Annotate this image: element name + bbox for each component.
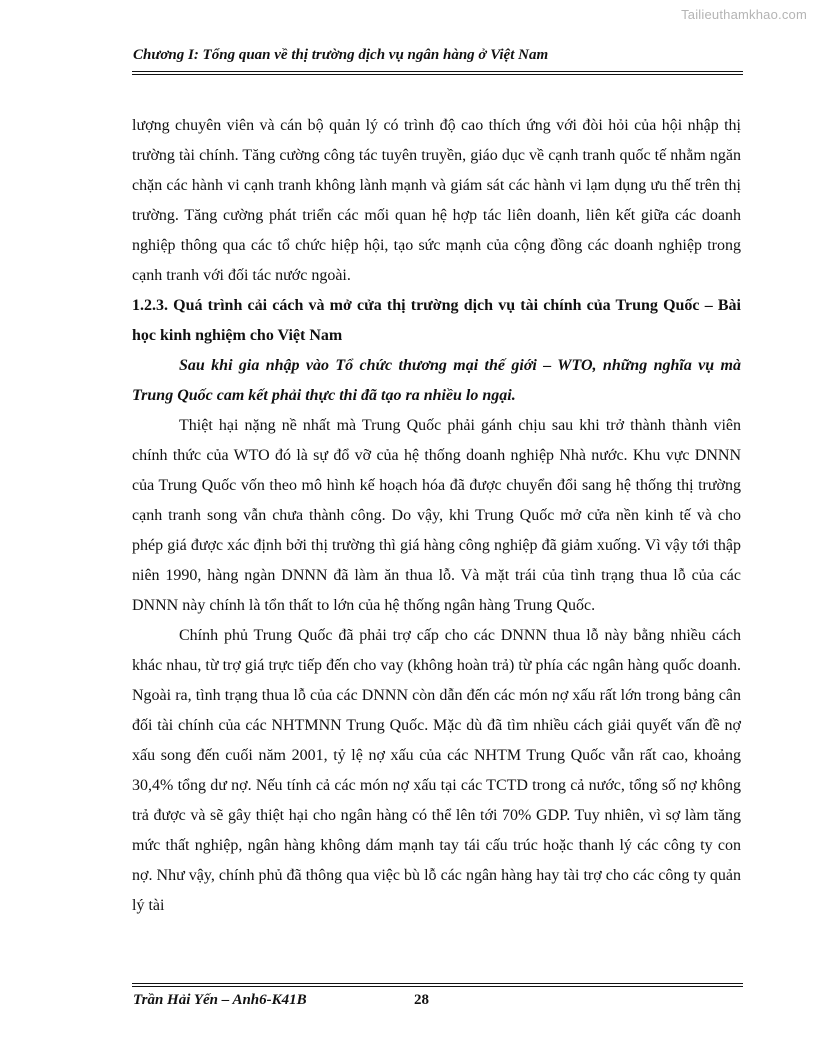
watermark-text: Tailieuthamkhao.com [681,7,807,22]
header-divider [132,71,743,72]
header-divider [132,74,743,75]
page-number: 28 [414,992,429,1008]
footer-divider [132,986,743,987]
paragraph: lượng chuyên viên và cán bộ quản lý có trình độ cao thích ứng với đòi hỏi của hội nhập thị trường tài chính. Tăng cường công tác tuyên truyền, giáo dục về cạnh tranh quốc tế nhằm ngăn chặn các hành vi cạnh tranh không lành mạnh và giám sát các hành vi lạm dụng ưu thế trên thị trường. Tăng cường phát triển các mối quan hệ hợp tác liên doanh, liên kết giữa các doanh nghiệp thông qua các tổ chức hiệp hội, tạo sức mạnh của cộng đồng các doanh nghiệp trong cạnh tranh với đối tác nước ngoài. [132,117,741,284]
lead-paragraph: Sau khi gia nhập vào Tổ chức thương mại thế giới – WTO, những nghĩa vụ mà Trung Quốc cam kết phải thực thi đã tạo ra nhiều lo ngại. [132,357,741,404]
footer-divider [132,983,743,984]
paragraph: Chính phủ Trung Quốc đã phải trợ cấp cho các DNNN thua lỗ này bằng nhiều cách khác nhau, từ trợ giá trực tiếp đến cho vay (không hoàn trả) từ phía các ngân hàng quốc doanh. Ngoài ra, tình trạng thua lỗ của các DNNN còn dẫn đến các món nợ xấu rất lớn trong bảng cân đối tài chính của các NHTMNN Trung Quốc. Mặc dù đã tìm nhiều cách giải quyết vấn đề nợ xấu song đến cuối năm 2001, tỷ lệ nợ xấu của các NHTM Trung Quốc vẫn rất cao, khoảng 30,4% tổng dư nợ. Nếu tính cả các món nợ xấu tại các TCTD trong cả nước, tổng số nợ không trả được và sẽ gây thiệt hại cho ngân hàng có thể lên tới 70% GDP. Tuy nhiên, vì sợ làm tăng mức thất nghiệp, ngân hàng không dám mạnh tay tái cấu trúc hoặc thanh lý các công ty con nợ. Như vậy, chính phủ đã thông qua việc bù lỗ các ngân hàng hay tài trợ cho các công ty quản lý tài [132,627,741,914]
paragraph: Thiệt hại nặng nề nhất mà Trung Quốc phải gánh chịu sau khi trở thành thành viên chính thức của WTO đó là sự đổ vỡ của hệ thống doanh nghiệp Nhà nước. Khu vực DNNN của Trung Quốc vốn theo mô hình kế hoạch hóa đã được chuyển đổi sang hệ thống thị trường cạnh tranh song vẫn chưa thành công. Do vậy, khi Trung Quốc mở cửa nền kinh tế và cho phép giá được xác định bởi thị trường thì giá hàng công nghiệp đã giảm xuống. Vì vậy tới thập niên 1990, hàng ngàn DNNN đã làm ăn thua lỗ. Và mặt trái của tình trạng thua lỗ của các DNNN này chính là tổn thất to lớn của hệ thống ngân hàng Trung Quốc. [132,417,741,614]
footer-author: Trần Hải Yến – Anh6-K41B [133,992,307,1008]
section-heading: 1.2.3. Quá trình cải cách và mở cửa thị trường dịch vụ tài chính của Trung Quốc – Bài học kinh nghiệm cho Việt Nam [132,297,741,344]
document-body [132,111,741,921]
page-header-title: Chương I: Tổng quan về thị trường dịch vụ ngân hàng ở Việt Nam [133,47,549,63]
